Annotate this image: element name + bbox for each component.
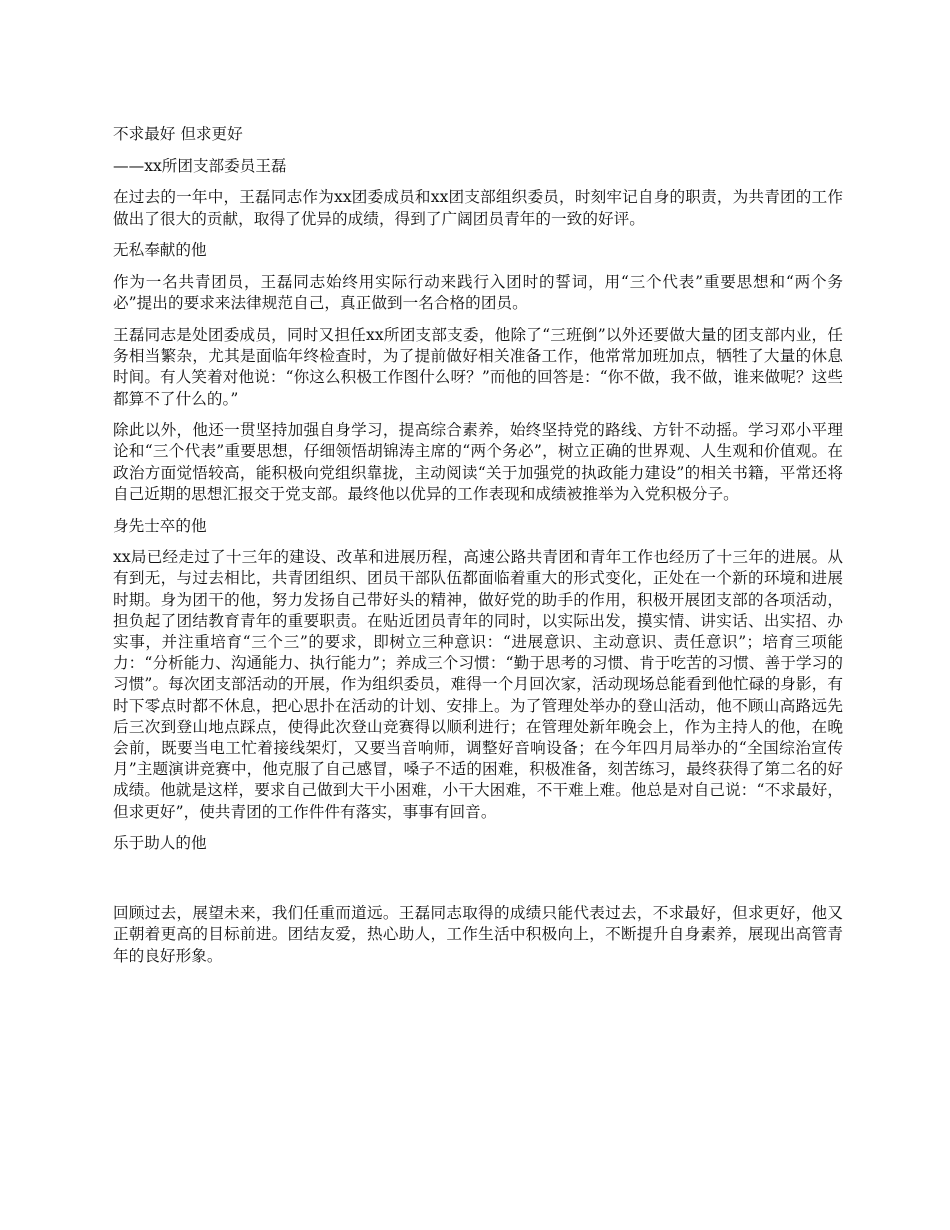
document-page (113, 124, 843, 977)
closing-paragraph: 回顾过去，展望未来，我们任重而道远。王磊同志取得的成绩只能代表过去，不求最好，但求更好，他又正朝着更高的目标前进。团结友爱，热心助人，工作生活中积极向上，不断提升自身素养，展现出高管青年的良好形象。 (113, 904, 843, 965)
intro-paragraph: 在过去的一年中，王磊同志作为xx团委成员和xx团支部组织委员，时刻牢记自身的职责，为共青团的工作做出了很大的贡献，取得了优异的成绩，得到了广阔团员青年的一致的好评。 (113, 188, 843, 228)
blank-spacer (113, 865, 843, 903)
document-byline: ——xx所团支部委员王磊 (113, 156, 287, 175)
document-title: 不求最好 但求更好 (113, 125, 243, 143)
body-paragraph: 王磊同志是处团委成员，同时又担任xx所团支部支委，他除了“三班倒”以外还要做大量的团支部内业，任务相当繁杂，尤其是面临年终检查时，为了提前做好相关准备工作，他常常加班加点，牺牲了大量的休息时间。有人笑着对他说：“你这么积极工作图什么呀？”而他的回答是：“你不做，我不做，谁来做呢？这些都算不了什么的。” (113, 325, 843, 408)
body-paragraph: 作为一名共青团员，王磊同志始终用实际行动来践行入团时的誓词，用“三个代表”重要思想和“两个务必”提出的要求来法律规范自己，真正做到一名合格的团员。 (113, 273, 843, 313)
section-heading-selfless: 无私奉献的他 (113, 241, 207, 260)
section-heading-leading: 身先士卒的他 (113, 516, 207, 535)
body-paragraph: 除此以外，他还一贯坚持加强自身学习，提高综合素养，始终坚持党的路线、方针不动摇。学习邓小平理论和“三个代表”重要思想，仔细领悟胡锦涛主席的“两个务必”，树立正确的世界观、人生观和价值观。在政治方面觉悟较高，能积极向党组织靠拢，主动阅读“关于加强党的执政能力建设”的相关书籍，平常还将自己近期的思想汇报交于党支部。最终他以优异的工作表现和成绩被推举为入党积极分子。 (113, 421, 843, 503)
section-heading-helpful: 乐于助人的他 (113, 834, 207, 853)
body-paragraph: xx局已经走过了十三年的建设、改革和进展历程，高速公路共青团和青年工作也经历了十三年的进展。从有到无，与过去相比，共青团组织、团员干部队伍都面临着重大的形式变化，正处在一个新的环境和进展时期。身为团干的他，努力发扬自己带好头的精神，做好党的助手的作用，积极开展团支部的各项活动，担负起了团结教育青年的重要职责。在贴近团员青年的同时，以实际出发，摸实情、讲实话、出实招、办实事，并注重培育“三个三”的要求，即树立三种意识：“进展意识、主动意识、责任意识”；培育三项能力：“分析能力、沟通能力、执行能力”；养成三个习惯：“勤于思考的习惯、肯于吃苦的习惯、善于学习的习惯”。每次团支部活动的开展，作为组织委员，难得一个月回次家，活动现场总能看到他忙碌的身影，有时下零点时都不休息，把心思扑在活动的计划、安排上。为了管理处举办的登山活动，他不顾山高路远先后三次到登山地点踩点，使得此次登山竞赛得以顺利进行；在管理处新年晚会上，作为主持人的他，在晚会前，既要当电工忙着接线架灯，又要当音响师，调整好音响设备；在今年四月局举办的“全国综治宣传月”主题演讲竞赛中，他克服了自己感冒，嗓子不适的困难，积极准备，刻苦练习，最终获得了第二名的好成绩。他就是这样，要求自己做到大干小困难，小干大困难，不干难上难。他总是对自己说：“不求最好，但求更好”，使共青团的工作件件有落实，事事有回音。 (113, 548, 843, 821)
